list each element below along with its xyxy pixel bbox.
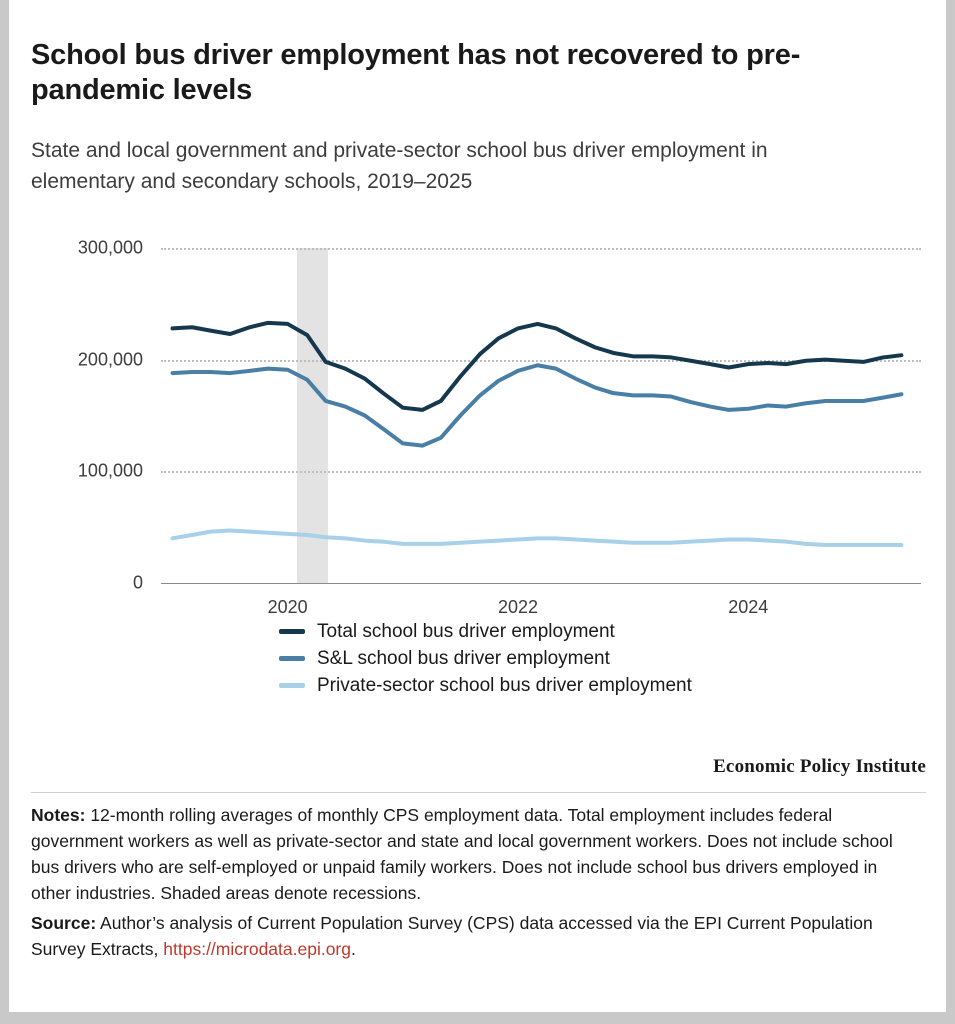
chart-legend (279, 618, 879, 699)
legend-swatch-sl (279, 656, 305, 661)
y-axis-label-100000: 100,000 (77, 460, 143, 481)
series-line (173, 365, 902, 445)
gridline-0 (161, 583, 921, 584)
y-axis-label-200000: 200,000 (77, 349, 143, 370)
chart-subtitle: State and local government and private-sector school bus driver employment in elementary and secondary schools, 2019–2025 (31, 139, 768, 193)
plot-area (77, 237, 921, 617)
notes-label: Notes: (31, 805, 86, 825)
page-title: School bus driver employment has not recovered to pre-pandemic levels (31, 39, 801, 106)
notes-block (31, 802, 897, 906)
series-line (173, 531, 902, 546)
source-label: Source: (31, 913, 97, 933)
legend-label-private: Private-sector school bus driver employment (317, 674, 692, 696)
chart-card (9, 0, 946, 1024)
y-axis-label-300000: 300,000 (77, 237, 143, 258)
legend-item-sl (279, 645, 879, 672)
legend-item-private (279, 672, 879, 699)
microdata-link[interactable]: https://microdata.epi.org (163, 939, 351, 959)
series-lines (161, 248, 921, 583)
x-axis-label-2020: 2020 (267, 597, 308, 617)
notes-text: 12-month rolling averages of monthly CPS employment data. Total employment includes federal government workers as well as private-sector and state and local government workers. Does not include school bus drivers who are self-employed or unpaid family workers. Does not include school bus drivers employed in other industries. Shaded areas denote recessions. (31, 805, 893, 903)
source-tail: . (351, 939, 356, 959)
source-block (31, 910, 897, 962)
legend-swatch-total (279, 629, 305, 634)
y-axis-label-0: 0 (132, 572, 143, 593)
source-text: Author’s analysis of Current Population Survey (CPS) data accessed via the EPI Current Population Survey Extracts, (31, 913, 873, 959)
divider (31, 792, 926, 793)
chart (31, 228, 926, 617)
legend-label-sl: S&L school bus driver employment (317, 647, 610, 669)
x-axis-label-2024: 2024 (728, 597, 769, 617)
legend-label-total: Total school bus driver employment (317, 620, 615, 642)
bottom-bar (0, 1012, 955, 1024)
legend-swatch-private (279, 683, 305, 688)
legend-item-total (279, 618, 879, 645)
epi-branding: Economic Policy Institute (713, 756, 926, 777)
x-axis-label-2022: 2022 (497, 597, 538, 617)
